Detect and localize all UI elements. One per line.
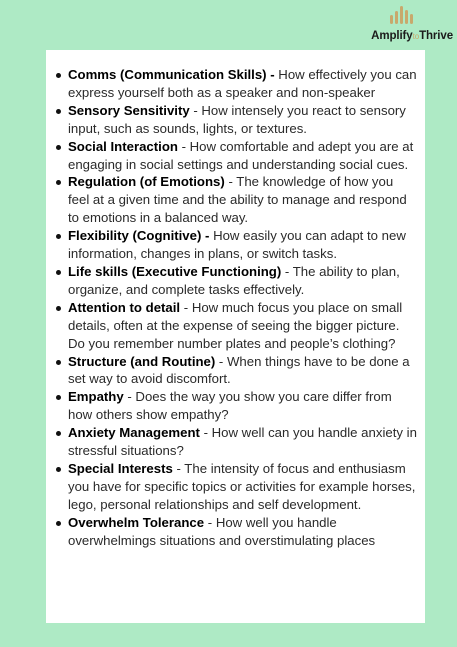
list-item [68,514,417,550]
trait-description: - The ability to plan, organize, and complete tasks effectively. [68,263,400,297]
trait-name: Anxiety Management [68,425,200,441]
list-item [68,353,417,389]
trait-name: Empathy [68,389,124,405]
list-item [68,424,417,460]
trait-name: Attention to detail [68,299,181,315]
brand-name-part3: Thrive [419,30,453,42]
brand-name-part1: Amplify [371,30,413,42]
trait-name: Special Interests [68,460,173,476]
trait-name: Life skills (Executive Functioning) [68,263,282,279]
trait-description: - How much focus you place on small details, often at the expense of seeing the bigger picture. Do you remember number plates and people’s clothing? [68,299,403,351]
trait-description: - When things have to be done a set way to avoid discomfort. [68,353,410,387]
list-item [68,227,417,263]
list-item [68,138,417,174]
brand-name [361,30,453,42]
trait-name: Overwhelm Tolerance [68,514,205,530]
sound-wave-bars-icon [388,4,416,26]
traits-list [68,66,417,549]
trait-name: Flexibility (Cognitive) - [68,228,210,244]
list-item [68,299,417,353]
list-item [68,66,417,102]
trait-name: Regulation (of Emotions) [68,174,225,190]
trait-description: - How comfortable and adept you are at engaging in social settings and understanding social cues. [68,138,414,172]
brand-name-part2: to [412,32,420,41]
list-item [68,173,417,227]
list-item [68,263,417,299]
trait-name: Structure (and Routine) [68,353,216,369]
trait-description: - How intensely you react to sensory input, such as sounds, lights, or textures. [68,102,406,136]
trait-name: Social Interaction [68,138,178,154]
trait-name: Sensory Sensitivity [68,102,190,118]
traits-card [46,50,425,623]
trait-description: - How well can you handle anxiety in stressful situations? [68,425,417,459]
trait-description: How easily you can adapt to new information, changes in plans, or switch tasks. [68,228,406,262]
trait-description: - How well you handle overwhelmings situations and overstimulating places [68,514,376,548]
brand-logo [361,4,453,44]
trait-description: - The knowledge of how you feel at a given time and the ability to manage and respond to emotions in a balanced way. [68,174,407,226]
list-item [68,388,417,424]
trait-description: How effectively you can express yourself both as a speaker and non-speaker [68,67,417,100]
list-item [68,460,417,514]
trait-description: - Does the way you show you care differ from how others show empathy? [68,389,392,423]
list-item [68,102,417,138]
trait-name: Comms (Communication Skills) - [68,67,275,82]
trait-description: - The intensity of focus and enthusiasm you have for specific topics or activities for example horses, lego, personal relationships and self development. [68,460,416,512]
